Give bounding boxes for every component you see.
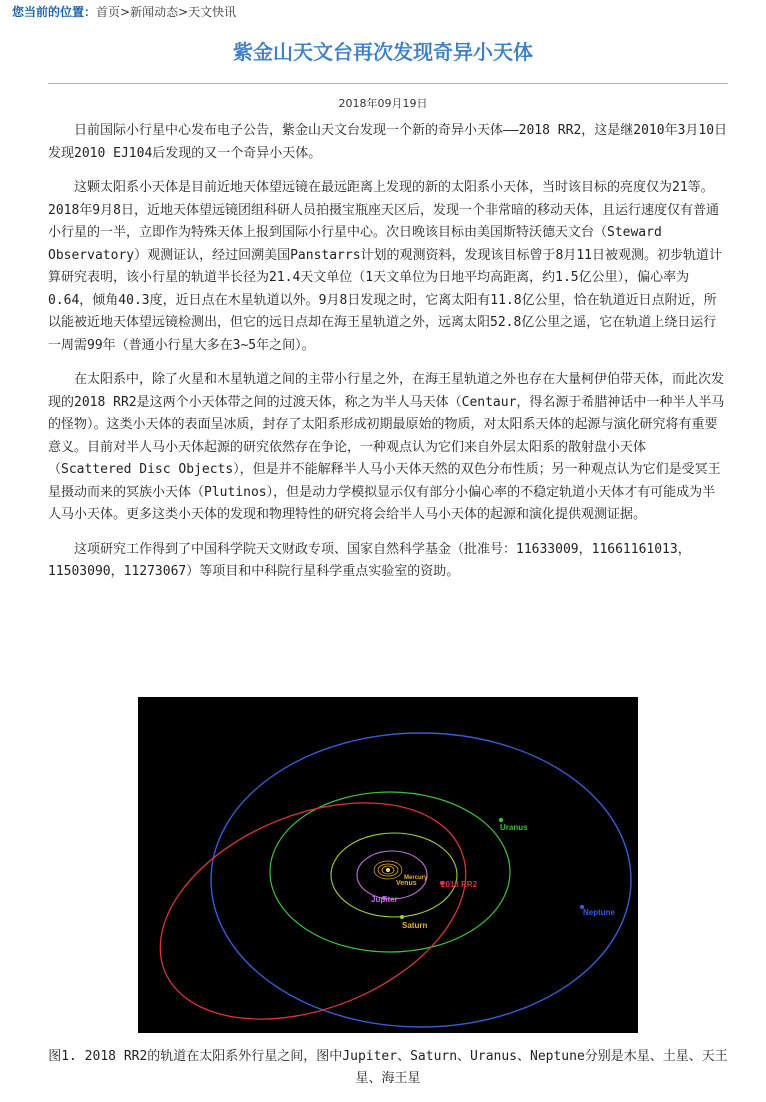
uranus-marker [499, 818, 503, 822]
breadcrumb-astronomy-link[interactable]: 天文快讯 [188, 5, 237, 19]
breadcrumb [12, 4, 236, 20]
rr2-label: 2018 RR2 [441, 880, 478, 889]
saturn-marker [400, 915, 404, 919]
breadcrumb-label: 您当前的位置： [12, 5, 97, 19]
breadcrumb-separator: > [178, 5, 189, 19]
neptune-label: Neptune [583, 908, 615, 917]
article-paragraph: 这颗太阳系小天体是目前近地天体望远镜在最远距离上发现的新的太阳系小天体，当时该目标的亮度仅为21等。2018年9月8日，近地天体望远镜团组科研人员拍摄宝瓶座天区后，发现一个非常暗的移动天体，且运行速度仅有普通小行星的一半，立即作为特殊天体上报到国际小行星中心。次日晚该目标由美国斯特沃德天文台（Steward Observatory）观测证认，经过回溯美国Panstarrs计划的观测资料，发现该目标曾于8月11日被观测。初步轨道计算研究表明，该小行星的轨道半长径为21.4天文单位（1天文单位为日地平均高距离，约1.5亿公里），偏心率为0.64，倾角40.3度，近日点在木星轨道以外。9月8日发现之时，它离太阳有11.8亿公里，恰在轨道近日点附近，所以能被近地天体望远镜检测出，但它的远日点却在海王星轨道之外，远离太阳52.8亿公里之遥，它在轨道上绕日运行一周需99年（普通小行星大多在3~5年之间）。 [48, 180, 723, 353]
article-title: 紫金山天文台再次发现奇异小天体 [233, 40, 533, 64]
figure-background [138, 697, 638, 1033]
saturn-label: Saturn [402, 921, 428, 930]
orbit-diagram [138, 697, 638, 1033]
article-paragraph: 在太阳系中，除了火星和木星轨道之间的主带小行星之外，在海王星轨道之外也存在大量柯伊伯带天体，而此次发现的2018 RR2是这两个小天体带之间的过渡天体，称之为半人马天体（Centaur，得名源于希腊神话中一种半人半马的怪物）。这类小天体的表面呈冰质，封存了太阳系形成初期最原始的物质，对太阳系天体的起源与演化研究将有重要意义。目前对半人马小天体起源的研究依然存在争论，一种观点认为它们来自外层太阳系的散射盘小天体（Scattered Disc Objects），但是并不能解释半人马小天体天然的双色分布性质；另一种观点认为它们是受冥王星摄动而来的冥族小天体（Plutinos），但是动力学模拟显示仅有部分小偏心率的不稳定轨道小天体才有可能成为半人马小天体。更多这类小天体的发现和物理特性的研究将会给半人马小天体的起源和演化提供观测证据。 [48, 372, 725, 522]
breadcrumb-home-link[interactable]: 首页 [96, 5, 121, 19]
sun-marker [386, 868, 390, 872]
title-divider [48, 83, 728, 84]
venus-label: Venus [396, 880, 417, 887]
article-date: 2018年09月19日 [338, 97, 428, 110]
figure-caption: 图1. 2018 RR2的轨道在太阳系外行星之间，图中Jupiter、Saturn、Uranus、Neptune分别是木星、土星、天王星、海王星 [48, 1049, 728, 1086]
article-paragraph: 日前国际小行星中心发布电子公告，紫金山天文台发现一个新的奇异小天体——2018 RR2，这是继2010年3月10日发现2010 EJ104后发现的又一个奇异小天体。 [48, 123, 728, 161]
mercury-label: Mercury [404, 875, 428, 881]
breadcrumb-news-link[interactable]: 新闻动态 [130, 5, 179, 19]
orbit-figure [138, 697, 638, 1033]
article-body [48, 120, 728, 596]
uranus-label: Uranus [500, 823, 528, 832]
article-paragraph: 这项研究工作得到了中国科学院天文财政专项、国家自然科学基金（批准号：11633009，11661161013，11503090，11273067）等项目和中科院行星科学重点实验室的资助。 [48, 541, 691, 579]
breadcrumb-separator: > [120, 5, 131, 19]
jupiter-label: Jupiter [371, 895, 398, 904]
